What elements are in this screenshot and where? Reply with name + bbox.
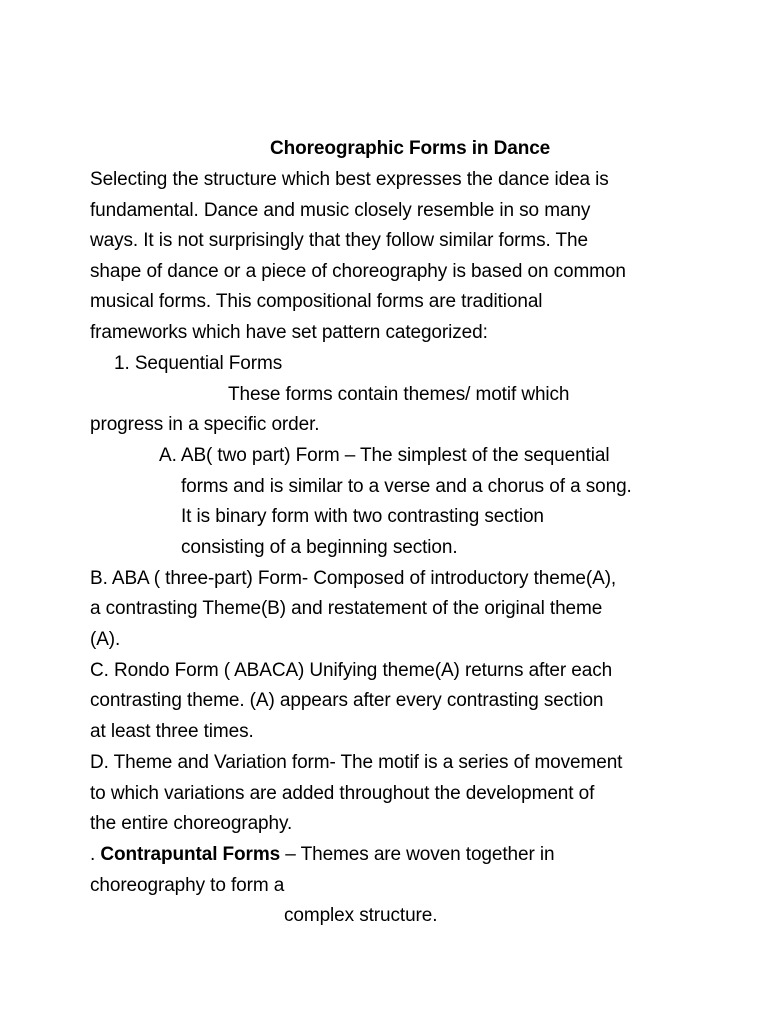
contrapuntal-line [90,843,554,867]
item-d-line: D. Theme and Variation form- The motif is a series of movement [90,752,623,773]
intro-line: frameworks which have set pattern categorized: [90,322,488,343]
item-c-line: contrasting theme. (A) appears after every contrasting section [90,690,604,711]
item-d-line: the entire choreography. [90,813,293,834]
intro-line: ways. It is not surprisingly that they follow similar forms. The [90,230,588,251]
item-b-line: a contrasting Theme(B) and restatement of the original theme [90,598,603,619]
item-a-line: A. AB( two part) Form – The simplest of the sequential [159,445,610,466]
intro-line: fundamental. Dance and music closely resemble in so many [90,200,591,221]
item-b-line: B. ABA ( three-part) Form- Composed of introductory theme(A), [90,568,617,589]
intro-line: musical forms. This compositional forms are traditional [90,291,543,312]
contrapuntal-rest: – Themes are woven together in [280,844,555,865]
contrapuntal-prefix: . [90,844,101,865]
section-heading-sequential: 1. Sequential Forms [114,353,283,374]
contrapuntal-line: choreography to form a [90,875,285,896]
section-heading-contrapuntal: Contrapuntal Forms [100,844,281,865]
sequential-desc-line: These forms contain themes/ motif which [228,384,570,405]
item-a-line: forms and is similar to a verse and a chorus of a song. [181,476,632,497]
item-a-line: It is binary form with two contrasting section [181,506,544,527]
item-c-line: C. Rondo Form ( ABACA) Unifying theme(A) returns after each [90,660,613,681]
item-b-line: (A). [90,629,121,650]
intro-line: shape of dance or a piece of choreography is based on common [90,261,626,282]
contrapuntal-line: complex structure. [284,905,438,926]
item-d-line: to which variations are added throughout the development of [90,783,595,804]
item-c-line: at least three times. [90,721,254,742]
intro-line: Selecting the structure which best expresses the dance idea is [90,169,609,190]
page-title: Choreographic Forms in Dance [270,138,551,159]
sequential-desc-line: progress in a specific order. [90,414,320,435]
item-a-line: consisting of a beginning section. [181,537,458,558]
